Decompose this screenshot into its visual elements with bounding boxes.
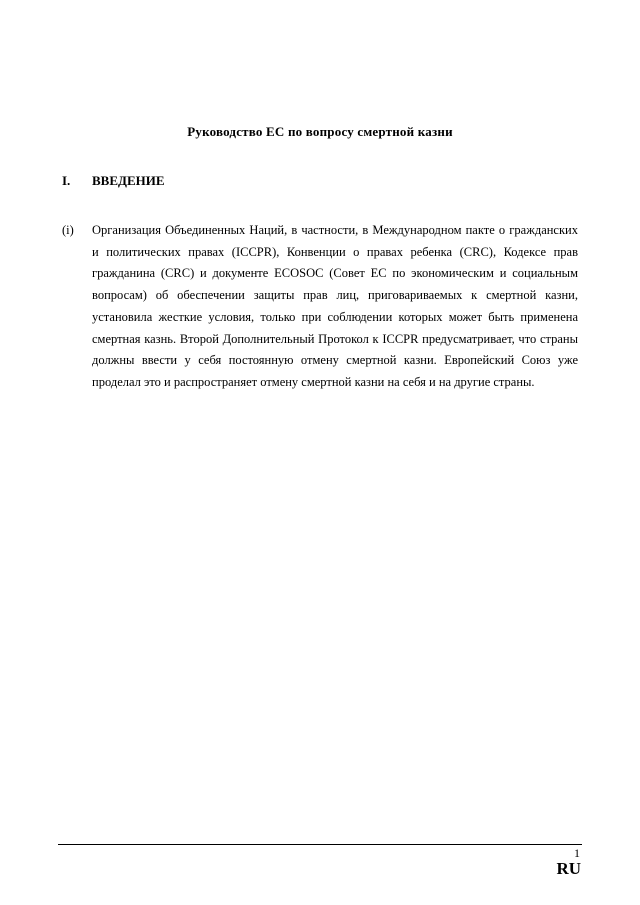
section-title: ВВЕДЕНИЕ [92,173,165,188]
paragraph-item [62,220,578,394]
section-number: I. [62,173,71,188]
language-code-label: RU [556,859,581,878]
paragraph-marker: (i) [62,223,74,237]
page-number: 1 [574,846,580,860]
document-title: Руководство ЕС по вопросу смертной казни [187,124,453,139]
page-footer [58,844,582,878]
paragraph-text: Организация Объединенных Наций, в частности, в Международном пакте о гражданских и политических правах (ICCPR), Конвенции о правах ребенка (CRC), Кодексе прав гражданина (CRC) и документе ECOSOC (Совет ЕС по экономическим и социальным вопросам) об обеспечении защиты прав лиц, приговариваемых к смертной казни, установила жесткие условия, только при соблюдении которых может быть применена смертная казнь. Второй Дополнительный Протокол к ICCPR предусматривает, что страны должны ввести у себя постоянную отмену смертной казни. Европейский Союз уже проделал это и распространяет отмену смертной казни на себя и на другие страны. [92,223,578,389]
section-heading [62,173,578,189]
